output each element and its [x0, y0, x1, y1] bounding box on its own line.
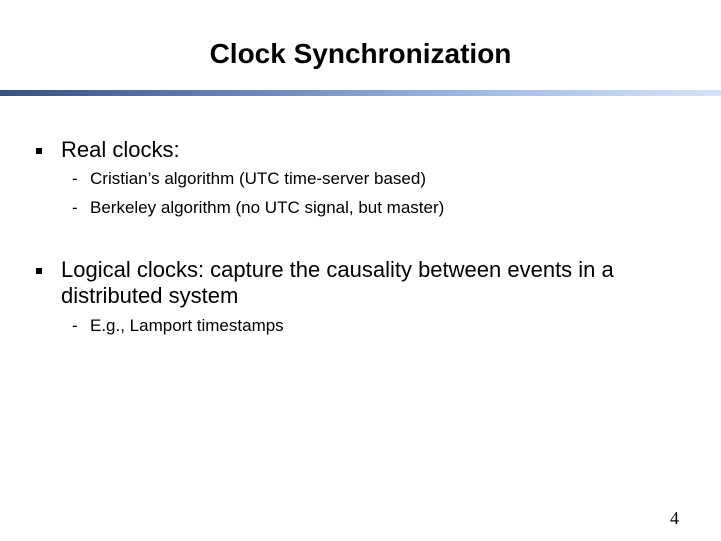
bullet-text: Real clocks:: [61, 137, 180, 162]
title-divider: [0, 90, 721, 96]
dash-icon: -: [72, 316, 78, 335]
sub-bullet-text: E.g., Lamport timestamps: [90, 316, 284, 335]
dash-icon: -: [72, 198, 78, 217]
dash-icon: -: [72, 169, 78, 188]
square-bullet-icon: [36, 148, 42, 154]
slide-title: Clock Synchronization: [209, 38, 512, 69]
sub-bullet-text: Berkeley algorithm (no UTC signal, but master): [90, 198, 445, 217]
square-bullet-icon: [36, 268, 42, 274]
sub-bullet-text: Cristian’s algorithm (UTC time-server based): [90, 169, 426, 188]
bullet-text: Logical clocks: capture the causality between events in a distributed system: [61, 257, 614, 308]
page-number: 4: [670, 508, 679, 528]
